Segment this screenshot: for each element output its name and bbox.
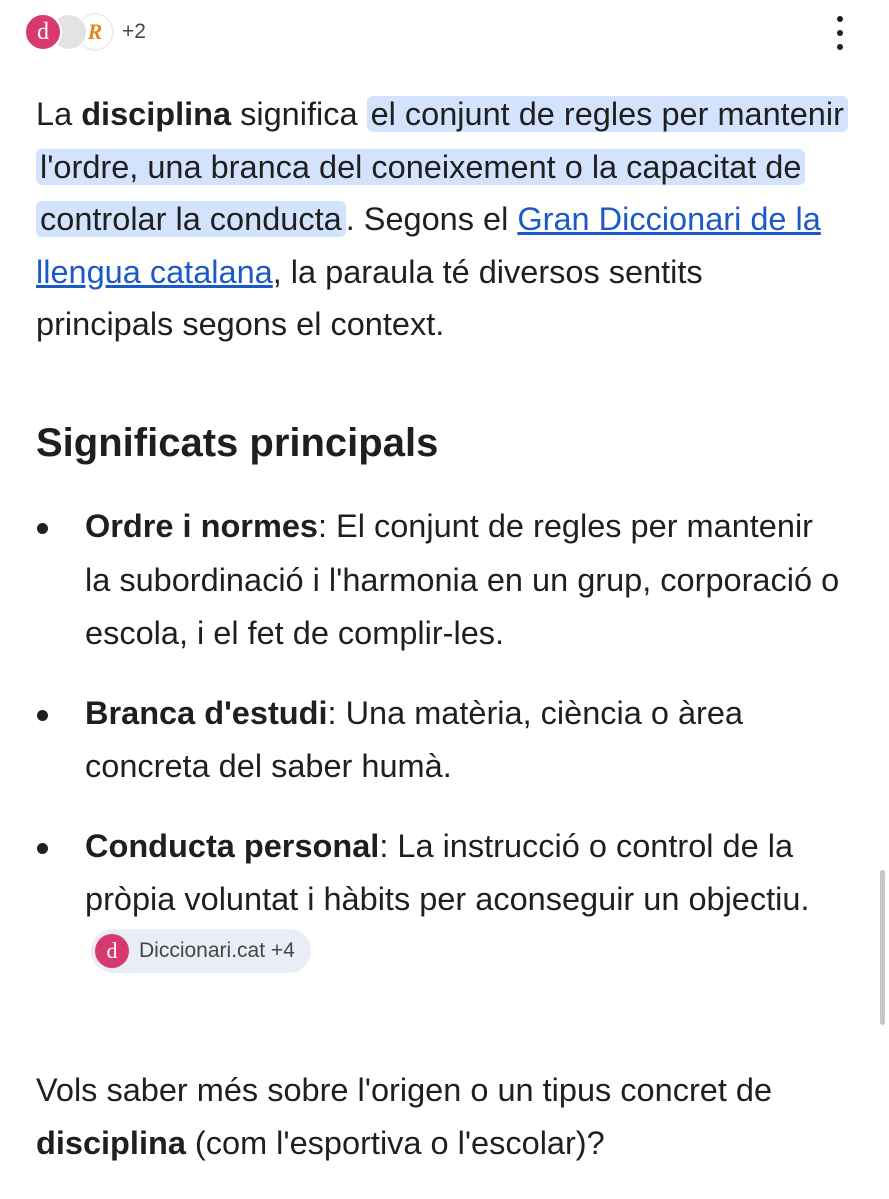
source-letter-d: d — [37, 18, 49, 45]
outro-term: disciplina — [36, 1125, 186, 1161]
bullet-term: Conducta personal — [85, 827, 380, 864]
bullet-term: Branca d'estudi — [85, 694, 328, 731]
list-item — [36, 820, 846, 981]
diccionari-chip-icon: d — [95, 934, 129, 968]
list-item — [36, 687, 846, 794]
meanings-list — [36, 500, 846, 1006]
intro-after-link: , la paraula té diversos sentits principals segons el context. — [36, 253, 703, 342]
bullet-text: : La instrucció o control de la pròpia voluntat i hàbits per aconseguir un objectiu. — [85, 827, 810, 917]
intro-verb: significa — [231, 96, 367, 132]
source-letter-r: R — [87, 19, 103, 44]
highlighted-definition[interactable]: el conjunt de regles per mantenir l'ordre, una branca del coneixement o la capacitat de controlar la conducta — [36, 96, 848, 237]
intro-paragraph — [36, 88, 846, 351]
section-heading: Significats principals — [36, 421, 439, 465]
list-item — [36, 500, 846, 661]
intro-prefix: La — [36, 96, 82, 132]
citation-chip[interactable] — [91, 929, 311, 973]
follow-up-question — [36, 1064, 846, 1170]
bullet-icon — [37, 843, 48, 854]
more-vert-icon[interactable] — [833, 16, 847, 50]
intro-term: disciplina — [81, 96, 232, 132]
bullet-icon — [37, 523, 48, 534]
diccionari-source-icon — [24, 13, 62, 51]
scrollbar[interactable] — [880, 870, 885, 1025]
bullet-text: : El conjunt de regles per mantenir la subordinació i l'harmonia en un grup, corporació o escola, i el fet de complir-les. — [85, 508, 840, 651]
outro-suffix: (com l'esportiva o l'escolar)? — [185, 1125, 605, 1161]
citation-chip-label: Diccionari.cat +4 — [139, 939, 295, 963]
more-sources-count: +2 — [122, 20, 146, 43]
bullet-icon — [37, 710, 48, 721]
intro-after-highlight: . Segons el — [345, 201, 518, 237]
bullet-text: : Una matèria, ciència o àrea concreta del saber humà. — [85, 694, 744, 784]
sources-row[interactable] — [24, 10, 146, 54]
answer-content — [36, 88, 846, 1161]
bullet-term: Ordre i normes — [85, 508, 318, 544]
outro-prefix: Vols saber més sobre l'origen o un tipus concret de — [36, 1072, 773, 1108]
gran-diccionari-link[interactable]: Gran Diccionari de la llengua catalana — [36, 201, 821, 290]
